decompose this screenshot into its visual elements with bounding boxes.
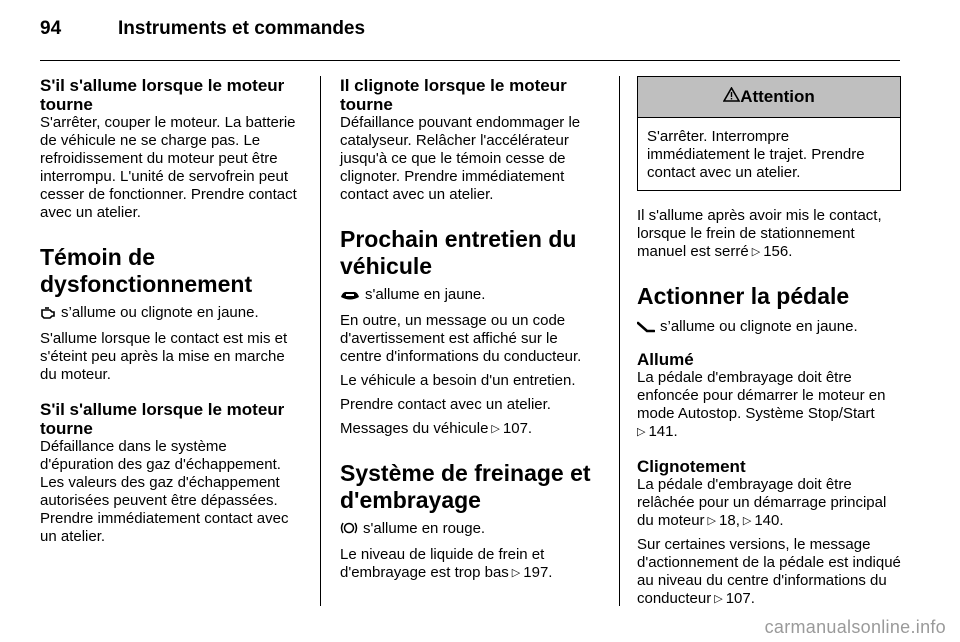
engine-warning-icon: [40, 306, 56, 324]
paragraph: Sur certaines versions, le message d'actionnement de la pédale est indiqué au niveau du centre d'informations du conducteur ▷ 107.: [637, 536, 901, 607]
pedal-icon: [637, 320, 655, 338]
warning-triangle-icon: [723, 87, 740, 107]
paragraph-text: s’allume ou clignote en jaune.: [660, 318, 858, 335]
column-divider: [320, 76, 321, 606]
service-wrench-icon: [340, 288, 360, 306]
page-ref-icon: ▷: [714, 593, 723, 605]
page-reference[interactable]: 140.: [754, 512, 784, 529]
section-title: Système de freinage et d'embrayage: [340, 460, 591, 513]
paragraph: [637, 318, 901, 338]
paragraph: S'allume lorsque le contact est mis et s'éteint peu après la mise en marche du moteur.: [40, 330, 288, 383]
page-ref-icon: ▷: [751, 246, 761, 258]
column-1: [40, 76, 302, 546]
paragraph: Le niveau de liquide de frein et d'embrayage est trop bas ▷ 197.: [340, 546, 553, 581]
page-reference[interactable]: 18,: [719, 512, 740, 529]
header-rule: [40, 60, 900, 61]
attention-header: [638, 77, 900, 118]
paragraph: [40, 304, 302, 324]
page-header: [40, 18, 365, 46]
section-heading: S'il s'allume lorsque le moteur tourne: [40, 76, 285, 114]
page-ref-icon: ▷: [491, 423, 500, 435]
section-heading: S'il s'allume lorsque le moteur tourne: [40, 400, 285, 438]
paragraph: Défaillance pouvant endommager le catalyseur. Relâcher l'accélérateur jusqu'à ce que le témoin cesse de clignoter. Prendre immédiatement contact avec un atelier.: [340, 114, 581, 203]
page-reference[interactable]: 197.: [523, 564, 553, 581]
page-ref-icon: ▷: [637, 426, 646, 438]
paragraph-text: s'allume en jaune.: [365, 286, 486, 303]
paragraph: La pédale d'embrayage doit être relâchée pour un démarrage principal du moteur ▷ 18, ▷ 140.: [637, 476, 887, 529]
section-title: Prochain entretien du véhicule: [340, 226, 577, 279]
page-number: 94: [40, 18, 62, 39]
page-ref-icon: ▷: [511, 567, 521, 579]
column-3: [637, 76, 901, 608]
section-heading: Il clignote lorsque le moteur tourne: [340, 76, 567, 114]
paragraph: Prendre contact avec un atelier.: [340, 396, 551, 413]
paragraph: La pédale d'embrayage doit être enfoncée pour démarrer le moteur en mode Autostop. Système Stop/Start ▷ 141.: [637, 369, 886, 440]
attention-body: [638, 118, 900, 190]
section-title: Témoin de dysfonctionnement: [40, 244, 253, 297]
paragraph: Défaillance dans le système d'épuration des gaz d'échappement. Les valeurs des gaz d'échappement autorisées peuvent être dépassées. Prendre immédiatement contact avec un atelier.: [40, 438, 289, 545]
column-divider: [619, 76, 620, 606]
brake-warning-icon: [340, 521, 358, 540]
column-2: [340, 76, 602, 582]
paragraph: Le véhicule a besoin d'un entretien.: [340, 372, 576, 389]
page-ref-icon: ▷: [707, 515, 717, 527]
attention-box: [637, 76, 901, 191]
paragraph: [340, 520, 602, 540]
attention-text: S'arrêter. Interrompre immédiatement le trajet. Prendre contact avec un atelier.: [647, 128, 865, 181]
page-reference[interactable]: 156.: [763, 243, 793, 260]
paragraph: S'arrêter, couper le moteur. La batterie de véhicule ne se charge pas. Le refroidissement du moteur peut être interrompu. L'unité de servofrein peut cesser de fonctionner. Prendre contact avec un atelier.: [40, 114, 297, 221]
section-title: Actionner la pédale: [637, 283, 850, 309]
section-heading: Allumé: [637, 350, 694, 369]
paragraph: En outre, un message ou un code d'avertissement est affiché sur le centre d'informations du conducteur.: [340, 312, 582, 365]
paragraph: [340, 286, 602, 306]
attention-title: Attention: [740, 87, 815, 106]
page-ref-icon: ▷: [742, 515, 752, 527]
page-reference[interactable]: 107.: [725, 590, 755, 607]
page-reference[interactable]: 141.: [648, 423, 678, 440]
paragraph-text: s'allume en rouge.: [363, 520, 486, 537]
paragraph: Il s'allume après avoir mis le contact, lorsque le frein de stationnement manuel est serré ▷ 156.: [637, 207, 882, 260]
page-reference[interactable]: 107.: [502, 420, 533, 437]
section-heading: Clignotement: [637, 457, 746, 476]
paragraph: Messages du véhicule ▷ 107.: [340, 420, 533, 437]
watermark: carmanualsonline.info: [764, 617, 946, 637]
running-title: Instruments et commandes: [118, 18, 366, 39]
paragraph-text: s’allume ou clignote en jaune.: [61, 304, 259, 321]
